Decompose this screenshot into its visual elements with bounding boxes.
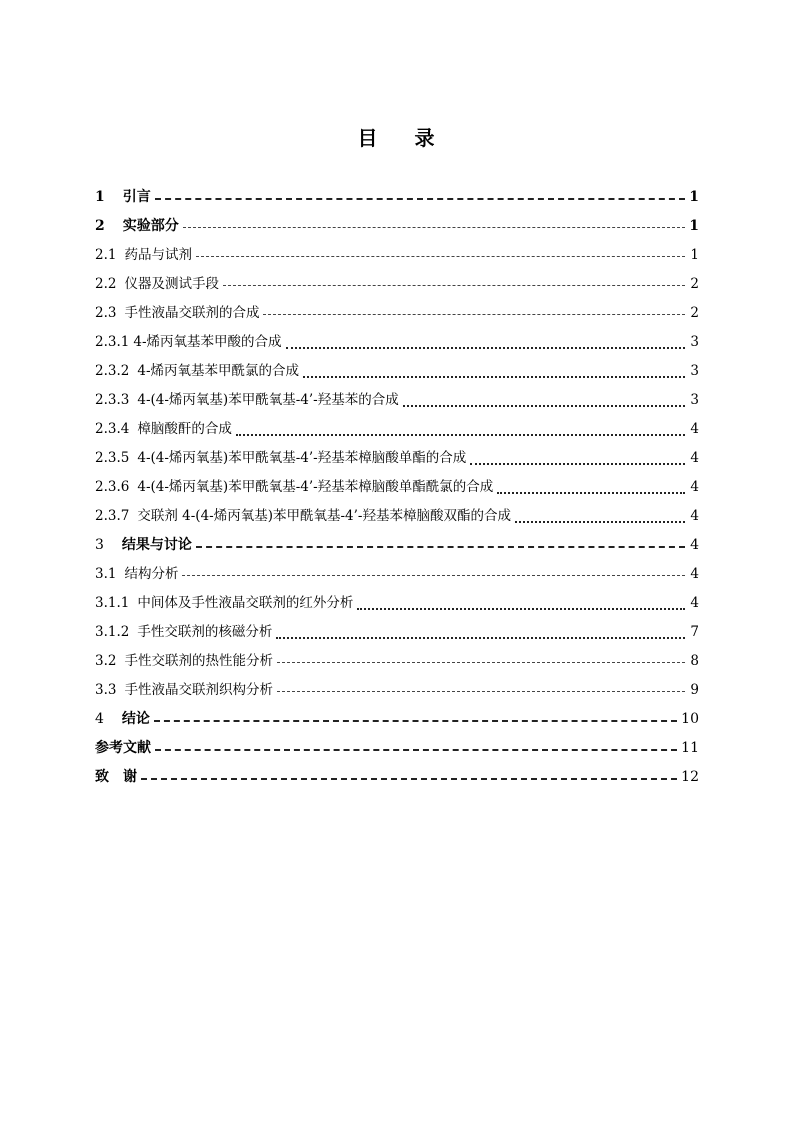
toc-label: 仪器及测试手段 [124,276,219,292]
toc-label: 樟脑酸酐的合成 [137,421,232,437]
toc-page-number: 4 [690,421,699,437]
toc-page-number: 3 [690,363,699,379]
title-char-1: 目 [357,126,379,150]
toc-leader [276,618,685,647]
toc-number: 3.1 [95,566,117,582]
toc-label: 手性交联剂的热性能分析 [124,653,273,669]
toc-label: 手性液晶交联剂的合成 [124,305,260,321]
toc-leader [196,241,685,270]
toc-page-number: 10 [681,711,699,727]
toc-leader [236,415,685,444]
toc-page-number: 12 [681,769,699,785]
toc-label: 中间体及手性液晶交联剂的红外分析 [137,595,354,611]
toc-number: 2.3.7 [95,508,130,524]
toc-number: 2.3.3 [95,392,130,408]
table-of-contents [95,183,699,792]
toc-page-number: 1 [690,247,699,263]
toc-leader [470,444,685,473]
toc-page-number: 4 [690,450,699,466]
toc-page-number: 9 [690,682,699,698]
toc-leader [196,531,685,560]
toc-page-number: 8 [690,653,699,669]
toc-number: 2 [95,218,105,234]
toc-entry[interactable] [95,531,699,560]
toc-label: 手性交联剂的核磁分析 [137,624,273,640]
toc-number: 2.3.4 [95,421,130,437]
toc-leader [263,299,685,328]
toc-leader [303,357,685,386]
toc-entry[interactable] [95,270,699,299]
toc-label: 4-(4-烯丙氧基)苯甲酰氧基-4’-羟基苯樟脑酸单酯的合成 [137,450,467,466]
toc-page-number: 2 [690,305,699,321]
toc-leader [403,386,685,415]
toc-label: 4-烯丙氧基苯甲酸的合成 [133,334,282,350]
toc-entry[interactable] [95,241,699,270]
toc-label: 结论 [121,711,150,727]
toc-label: 交联剂 4-(4-烯丙氧基)苯甲酰氧基-4’-羟基苯樟脑酸双酯的合成 [137,508,511,524]
toc-label: 4-烯丙氧基苯甲酰氯的合成 [137,363,300,379]
toc-page-number: 7 [690,624,699,640]
toc-number: 2.3.1 [95,334,130,350]
toc-leader [497,473,685,502]
toc-leader [182,560,685,589]
toc-number: 1 [95,189,105,205]
toc-entry[interactable] [95,357,699,386]
toc-entry[interactable] [95,676,699,705]
toc-page-number: 4 [690,508,699,524]
toc-number: 2.3.5 [95,450,130,466]
toc-entry[interactable] [95,183,699,212]
toc-page-number: 11 [681,740,699,756]
toc-number: 2.2 [95,276,117,292]
toc-leader [141,763,677,792]
toc-leader [357,589,685,618]
toc-entry[interactable] [95,444,699,473]
toc-number: 4 [95,711,104,727]
toc-entry[interactable] [95,415,699,444]
toc-number: 2.1 [95,247,117,263]
toc-entry[interactable] [95,705,699,734]
toc-leader [183,212,685,241]
toc-entry[interactable] [95,560,699,589]
toc-label: 引言 [122,189,151,205]
toc-entry[interactable] [95,734,699,763]
toc-number: 3 [95,537,104,553]
toc-entry[interactable] [95,299,699,328]
toc-label: 4-(4-烯丙氧基)苯甲酰氧基-4’-羟基苯樟脑酸单酯酰氯的合成 [137,479,494,495]
toc-label: 结构分析 [124,566,179,582]
toc-leader [155,734,677,763]
toc-entry[interactable] [95,328,699,357]
toc-entry[interactable] [95,212,699,241]
toc-label: 参考文献 [95,740,151,756]
toc-page-number: 1 [689,189,699,205]
toc-page-number: 4 [690,479,699,495]
toc-leader [286,328,685,357]
toc-number: 2.3.6 [95,479,130,495]
toc-number: 3.1.1 [95,595,130,611]
page-title [0,122,793,151]
toc-label: 手性液晶交联剂织构分析 [124,682,273,698]
toc-entry[interactable] [95,589,699,618]
toc-leader [515,502,685,531]
toc-entry[interactable] [95,763,699,792]
toc-page-number: 1 [689,218,699,234]
toc-number: 3.3 [95,682,117,698]
toc-page-number: 2 [690,276,699,292]
toc-leader [155,183,685,212]
toc-leader [277,676,685,705]
toc-label: 4-(4-烯丙氧基)苯甲酰氧基-4’-羟基苯的合成 [137,392,399,408]
toc-leader [277,647,685,676]
toc-page-number: 4 [690,595,699,611]
toc-leader [154,705,677,734]
toc-entry[interactable] [95,473,699,502]
toc-entry[interactable] [95,502,699,531]
toc-number: 2.3.2 [95,363,130,379]
toc-entry[interactable] [95,618,699,647]
toc-number: 3.2 [95,653,117,669]
toc-leader [223,270,685,299]
toc-number: 2.3 [95,305,117,321]
toc-page-number: 4 [690,537,699,553]
title-char-2: 录 [414,126,436,150]
toc-entry[interactable] [95,386,699,415]
toc-label: 药品与试剂 [124,247,192,263]
toc-page-number: 3 [690,334,699,350]
toc-label: 致 谢 [95,769,137,785]
toc-number: 3.1.2 [95,624,130,640]
toc-label: 实验部分 [122,218,179,234]
toc-label: 结果与讨论 [121,537,192,553]
toc-page-number: 3 [690,392,699,408]
toc-page-number: 4 [690,566,699,582]
toc-entry[interactable] [95,647,699,676]
